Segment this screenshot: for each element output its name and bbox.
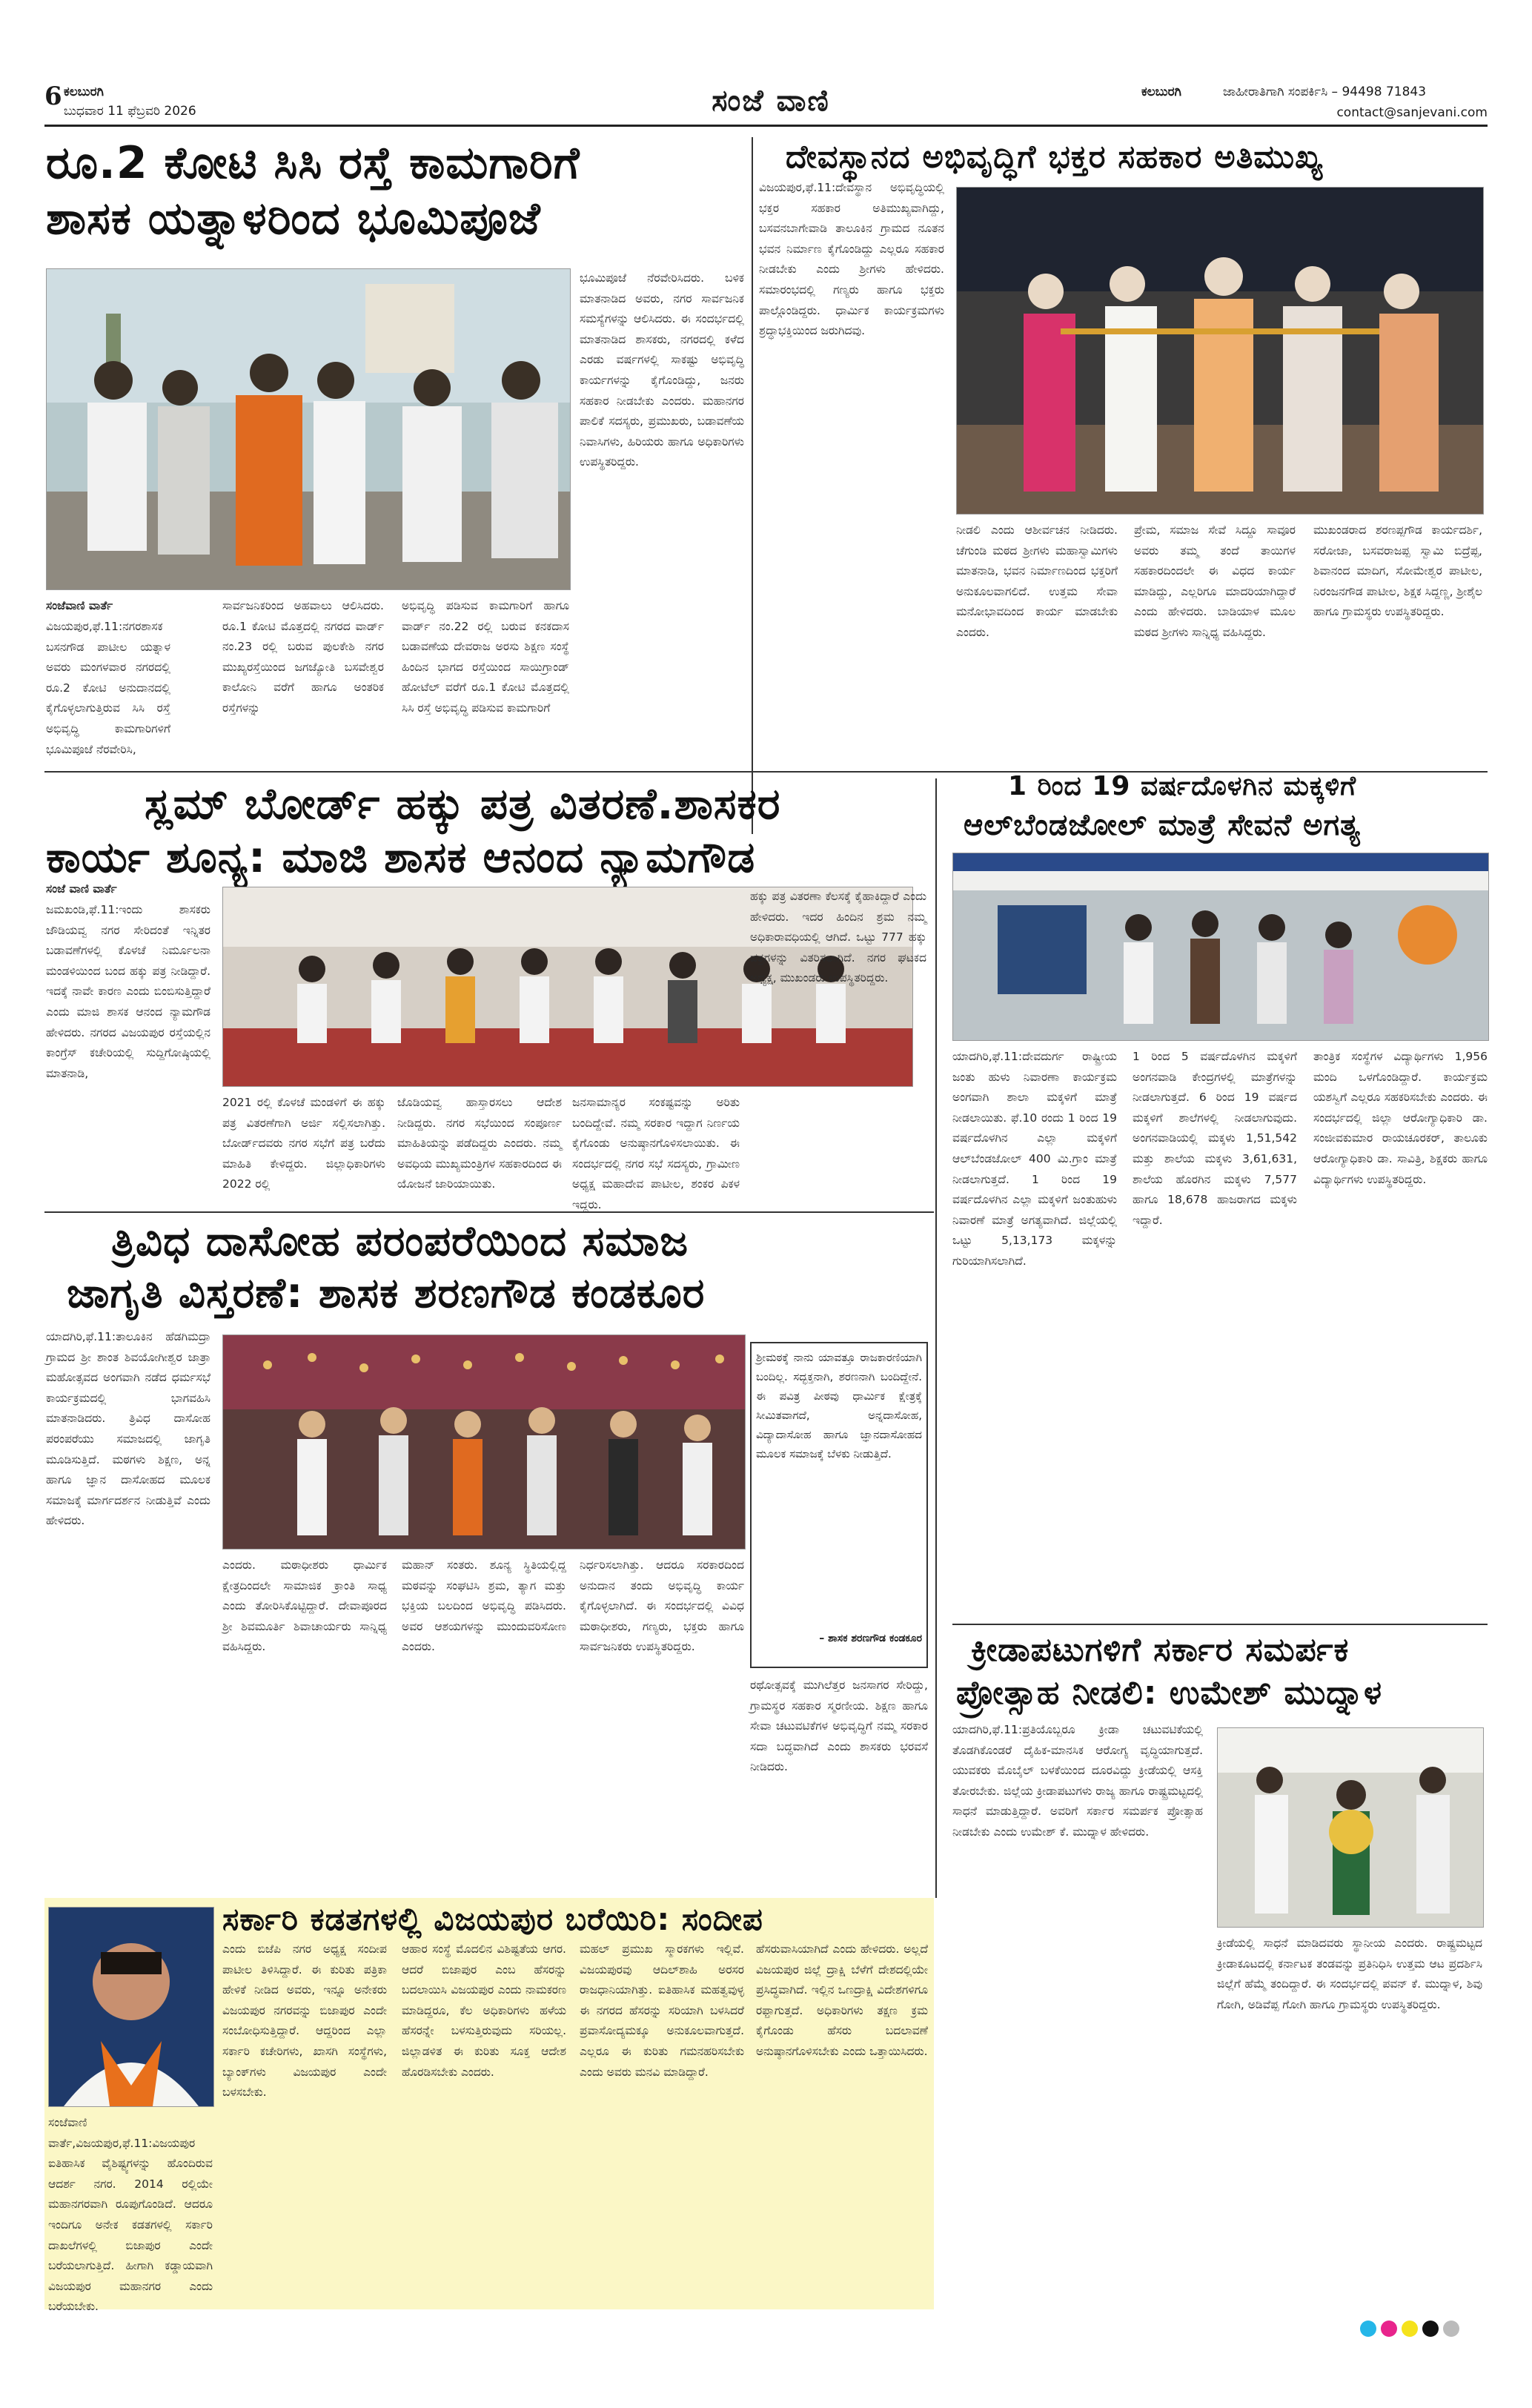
cyan-dot <box>1360 2321 1376 2337</box>
story7-column-5: ಹೆಸರುವಾಸಿಯಾಗಿದೆ ಎಂದು ಹೇಳಿದರು. ಅಲ್ಲದೆ ವಿಜಯಪುರ ಜಿಲ್ಲೆ ದ್ರಾಕ್ಷಿ ಬೆಳೆಗೆ ದೇಶದಲ್ಲಿಯೇ ಪ್ರಸಿದ್ಧವಾಗಿದೆ. ಇಲ್ಲಿನ ಒಣದ್ರಾಕ್ಷಿ ವಿದೇಶಗಳಿಗೂ ರಫ್ತಾಗುತ್ತದೆ. ಅಧಿಕಾರಿಗಳು ತಕ್ಷಣ ಕ್ರಮ ಕೈಗೊಂಡು ಹೆಸರು ಬದಲಾವಣೆ ಅನುಷ್ಠಾನಗೊಳಿಸಬೇಕು ಎಂದು ಒತ್ತಾಯಿಸಿದರು. <box>756 1942 928 2058</box>
story3-column-4: ಜನಸಾಮಾನ್ಯರ ಸಂಕಷ್ಟವನ್ನು ಅರಿತು ಬಂದಿದ್ದೇವೆ. ನಮ್ಮ ಸರಕಾರ ಇದ್ದಾಗ ನಿರ್ಣಯ ಕೈಗೊಂಡು ಅನುಷ್ಠಾನಗೊಳಿಸಲಾಯಿತು. ಈ ಸಂದರ್ಭದಲ್ಲಿ ನಗರ ಸಭೆ ಸದಸ್ಯರು, ಗ್ರಾಮೀಣ ಅಧ್ಯಕ್ಷ ಮಹಾದೇವ ಪಾಟೀಲ, ಶಂಕರ ಪಿಕಳ ಇದ್ದರು. <box>572 1096 740 1211</box>
story2-column-4: ಮುಖಂಡರಾದ ಶರಣಪ್ಪಗೌಡ ಕಾರ್ಯದರ್ಶಿ, ಸರೋಜಾ, ಬಸವರಾಜಪ್ಪ ಸ್ವಾಮಿ ಬಿದ್ರೆಪ್ಪ, ಶಿವಾನಂದ ಮಾದಿಗ, ಸೋಮೇಶ್ವರ ಪಾಟೀಲ, ನಿರಂಜನಗೌಡ ಪಾಟೀಲ, ಶಿಕ್ಷಕ ಸಿದ್ದಣ್ಣ, ಶ್ರೀಶೈಲ ಹಾಗೂ ಗ್ರಾಮಸ್ಥರು ಉಪಸ್ಥಿತರಿದ್ದರು. <box>1313 523 1482 619</box>
story3-dateline: ಸಂಜೆ ವಾಣಿ ವಾರ್ತೆ <box>46 882 117 896</box>
story5-column-3: ಮಹಾನ್ ಸಂತರು. ಶೂನ್ಯ ಸ್ಥಿತಿಯಲ್ಲಿದ್ದ ಮಠವನ್ನು ಸಂಘಟಿಸಿ ಶ್ರಮ, ತ್ಯಾಗ ಮತ್ತು ಭಕ್ತಿಯ ಬಲದಿಂದ ಅಭಿವೃದ್ಧಿ ಪಡಿಸಿದರು. ಅವರ ಆಶಯಗಳನ್ನು ಮುಂದುವರಿಸೋಣ ಎಂದರು. <box>402 1558 566 1654</box>
story2-headline: ದೇವಸ್ಥಾನದ ಅಭಿವೃದ್ಧಿಗೆ ಭಕ್ತರ ಸಹಕಾರ ಅತಿಮುಖ್ಯ <box>786 139 1324 176</box>
city-right: ಕಲಬುರಗಿ <box>1141 85 1181 99</box>
grey-dot <box>1443 2321 1459 2337</box>
story5-headline-line1: ತ್ರಿವಿಧ ದಾಸೋಹ ಪರಂಪರೆಯಿಂದ ಸಮಾಜ <box>111 1217 689 1266</box>
magenta-dot <box>1381 2321 1397 2337</box>
story6-photo <box>1217 1727 1484 1928</box>
story1-dateline: ಸಂಜೆವಾಣಿ ವಾರ್ತೆ <box>46 599 113 612</box>
story7-portrait <box>48 1907 214 2107</box>
story1-column-2: ಸಾರ್ವಜನಿಕರಿಂದ ಅಹವಾಲು ಆಲಿಸಿದರು. ರೂ.1 ಕೋಟಿ ಮೊತ್ತದಲ್ಲಿ ನಗರದ ವಾರ್ಡ್ ನಂ.23 ರಲ್ಲಿ ಬರುವ ಪುಲಕೇಶಿ ನಗರ ಮುಖ್ಯರಸ್ತೆಯಿಂದ ಜಗಜ್ಯೋತಿ ಬಸವೇಶ್ವರ ಕಾಲೋನಿ ವರೆಗೆ ಹಾಗೂ ಅಂತರಿಕ ರಸ್ತೆಗಳನ್ನು <box>222 599 384 715</box>
horizontal-divider-3 <box>952 1624 1488 1625</box>
story7-column-3: ಆಹಾರ ಸಂಸ್ಥೆ ಮೊದಲಿನ ವಿಶಿಷ್ಟತೆಯ ಆಗರ. ಆದರೆ ಬಿಜಾಪುರ ಎಂಬ ಹೆಸರನ್ನು ಬದಲಾಯಿಸಿ ವಿಜಯಪುರ ಎಂದು ನಾಮಕರಣ ಮಾಡಿದ್ದರೂ, ಕೆಲ ಅಧಿಕಾರಿಗಳು ಹಳೆಯ ಹೆಸರನ್ನೇ ಬಳಸುತ್ತಿರುವುದು ಸರಿಯಲ್ಲ. ಜಿಲ್ಲಾಡಳಿತ ಈ ಕುರಿತು ಸೂಕ್ತ ಆದೇಶ ಹೊರಡಿಸಬೇಕು ಎಂದರು. <box>402 1942 566 2079</box>
vertical-divider-mid <box>935 778 937 1898</box>
horizontal-divider-2 <box>44 1211 934 1213</box>
story5-quote-attribution: – ಶಾಸಕ ಶರಣಗೌಡ ಕಂಡಕೂರ <box>819 1633 922 1644</box>
header-rule <box>44 125 1488 127</box>
ad-contact: ಜಾಹೀರಾತಿಗಾಗಿ ಸಂಪರ್ಕಿಸಿ – 94498 71843 <box>1223 85 1427 99</box>
story6-column-2: ಕ್ರೀಡೆಯಲ್ಲಿ ಸಾಧನೆ ಮಾಡಿದವರು ಸ್ಥಾನೀಯ ಎಂದರು. ರಾಷ್ಟ್ರಮಟ್ಟದ ಕ್ರೀಡಾಕೂಟದಲ್ಲಿ ಕರ್ನಾಟಕ ತಂಡವನ್ನು ಪ್ರತಿನಿಧಿಸಿ ಉತ್ತಮ ಆಟ ಪ್ರದರ್ಶಿಸಿ ಜಿಲ್ಲೆಗೆ ಹೆಮ್ಮೆ ತಂದಿದ್ದಾರೆ. ಈ ಸಂದರ್ಭದಲ್ಲಿ ಪವನ್ ಕೆ. ಮುದ್ನಾಳ, ಶಿವು ಗೋಗಿ, ಅಡಿವೆಪ್ಪ ಗೋಗಿ ಹಾಗೂ ಗ್ರಾಮಸ್ಥರು ಉಪಸ್ಥಿತರಿದ್ದರು. <box>1217 1936 1482 2011</box>
story6-headline-line2: ಪ್ರೋತ್ಸಾಹ ನೀಡಲಿ: ಉಮೇಶ್ ಮುದ್ನಾಳ <box>956 1674 1383 1712</box>
story5-headline-line2: ಜಾಗೃತಿ ವಿಸ್ತರಣೆ: ಶಾಸಕ ಶರಣಗೌಡ ಕಂಡಕೂರ <box>67 1269 706 1317</box>
story7-column-1: ಸಂಜೆವಾಣಿ ವಾರ್ತೆ,ವಿಜಯಪುರ,ಫೆ.11:ವಿಜಯಪುರ ಐತಿಹಾಸಿಕ ವೈಶಿಷ್ಟ್ಯಗಳನ್ನು ಹೊಂದಿರುವ ಆದರ್ಶ ನಗರ. 2014 ರಲ್ಲಿಯೇ ಮಹಾನಗರವಾಗಿ ರೂಪುಗೊಂಡಿದೆ. ಆದರೂ ಇಂದಿಗೂ ಅನೇಕ ಕಡತಗಳಲ್ಲಿ ಸರ್ಕಾರಿ ದಾಖಲೆಗಳಲ್ಲಿ ಬಿಜಾಪುರ ಎಂದೇ ಬರೆಯಲಾಗುತ್ತಿದೆ. ಹೀಗಾಗಿ ಕಡ್ಡಾಯವಾಗಿ ವಿಜಯಪುರ ಮಹಾನಗರ ಎಂದು ಬರೆಯಬೇಕು. <box>48 2116 213 2314</box>
bhoomipooja-crowd-image <box>47 269 570 589</box>
story3-column-1: ಜಮಖಂಡಿ,ಫೆ.11:ಇಂದು ಶಾಸಕರು ಜೌಡಿಯವ್ವ ನಗರ ಸೇರಿದಂತೆ ಇನ್ನಿತರ ಬಡಾವಣೆಗಳಲ್ಲಿ ಕೊಳಚೆ ನಿರ್ಮೂಲನಾ ಮಂಡಳಿಯಿಂದ ಬಂದ ಹಕ್ಕು ಪತ್ರ ನೀಡಿದ್ದಾರೆ. ಇದಕ್ಕೆ ನಾವೇ ಕಾರಣ ಎಂದು ಬಿಂಬಿಸುತ್ತಿದ್ದಾರೆ ಎಂದು ಮಾಜಿ ಶಾಸಕ ಆನಂದ ನ್ಯಾಮಗೌಡ ಹೇಳಿದರು. ನಗರದ ವಿಜಯಪುರ ರಸ್ತೆಯಲ್ಲಿನ ಕಾಂಗ್ರೆಸ್ ಕಚೇರಿಯಲ್ಲಿ ಸುದ್ದಿಗೋಷ್ಠಿಯಲ್ಲಿ ಮಾತನಾಡಿ, <box>46 903 210 1080</box>
school-health-program-image <box>953 853 1488 1040</box>
story4-headline-line1: 1 ರಿಂದ 19 ವರ್ಷದೊಳಗಿನ ಮಕ್ಕಳಿಗೆ <box>1008 771 1357 801</box>
story3-headline-line2: ಕಾರ್ಯ ಶೂನ್ಯ: ಮಾಜಿ ಶಾಸಕ ಆನಂದ ನ್ಯಾಮಗೌಡ <box>46 832 756 882</box>
sports-felicitation-image <box>1218 1728 1483 1927</box>
story2-column-1: ವಿಜಯಪುರ,ಫೆ.11:ದೇವಸ್ಥಾನ ಅಭಿವೃದ್ಧಿಯಲ್ಲಿ ಭಕ್ತರ ಸಹಕಾರ ಅತಿಮುಖ್ಯವಾಗಿದ್ದು, ಬಸವನಬಾಗೇವಾಡಿ ತಾಲೂಕಿನ ಗ್ರಾಮದ ನೂತನ ಭವನ ನಿರ್ಮಾಣ ಕೈಗೊಂಡಿದ್ದು ಎಲ್ಲರೂ ಸಹಕಾರ ನೀಡಬೇಕು ಎಂದು ಶ್ರೀಗಳು ಹೇಳಿದರು. ಸಮಾರಂಭದಲ್ಲಿ ಗಣ್ಯರು ಹಾಗೂ ಭಕ್ತರು ಪಾಲ್ಗೊಂಡಿದ್ದರು. ಧಾರ್ಮಿಕ ಕಾರ್ಯಕ್ರಮಗಳು ಶ್ರದ್ಧಾಭಕ್ತಿಯಿಂದ ಜರುಗಿದವು. <box>759 181 944 338</box>
contact-email[interactable]: contact@sanjevani.com <box>1336 105 1488 120</box>
story7-column-2: ಎಂದು ಬಿಜೆಪಿ ನಗರ ಅಧ್ಯಕ್ಷ ಸಂದೀಪ ಪಾಟೀಲ ತಿಳಿಸಿದ್ದಾರೆ. ಈ ಕುರಿತು ಪತ್ರಿಕಾ ಹೇಳಿಕೆ ನೀಡಿದ ಅವರು, ಇನ್ನೂ ಅನೇಕರು ವಿಜಯಪುರ ನಗರವನ್ನು ಬಿಜಾಪುರ ಎಂದೇ ಸಂಬೋಧಿಸುತ್ತಿದ್ದಾರೆ. ಆದ್ದರಿಂದ ಎಲ್ಲಾ ಸರ್ಕಾರಿ ಕಚೇರಿಗಳು, ಖಾಸಗಿ ಸಂಸ್ಥೆಗಳು, ಬ್ಯಾಂಕ್‌ಗಳು ವಿಜಯಪುರ ಎಂದೇ ಬಳಸಬೇಕು. <box>222 1942 387 2100</box>
story2-column-3: ಪ್ರೇಮ, ಸಮಾಜ ಸೇವೆ ಸಿದ್ದೂ ಸಾವೂರ ಅವರು ತಮ್ಮ ತಂದೆ ತಾಯಿಗಳ ಸಹಕಾರದಿಂದಲೇ ಈ ವಿಧದ ಕಾರ್ಯ ಮಾಡಿದ್ದು, ಎಲ್ಲರಿಗೂ ಮಾದರಿಯಾಗಿದ್ದಾರೆ ಎಂದು ಹೇಳಿದರು. ಬಾಡಿಯಾಳ ಮೂಲ ಮಠದ ಶ್ರೀಗಳು ಸಾನ್ನಿಧ್ಯ ವಹಿಸಿದ್ದರು. <box>1134 523 1296 639</box>
masthead-title: ಸಂಜೆ ವಾಣಿ <box>712 83 830 118</box>
story5-column-4: ನಿರ್ಧರಿಸಲಾಗಿತ್ತು. ಆದರೂ ಸರಕಾರದಿಂದ ಅನುದಾನ ತಂದು ಅಭಿವೃದ್ಧಿ ಕಾರ್ಯ ಕೈಗೊಳ್ಳಲಾಗಿದೆ. ಈ ಸಂದರ್ಭದಲ್ಲಿ ವಿವಿಧ ಮಠಾಧೀಶರು, ಗಣ್ಯರು, ಭಕ್ತರು ಹಾಗೂ ಸಾರ್ವಜನಿಕರು ಉಪಸ್ಥಿತರಿದ್ದರು. <box>580 1558 744 1654</box>
story7-headline: ಸರ್ಕಾರಿ ಕಡತಗಳಲ್ಲಿ ವಿಜಯಪುರ ಬರೆಯಿರಿ: ಸಂದೀಪ <box>222 1901 763 1937</box>
masthead-logo <box>674 83 867 120</box>
portrait-image <box>49 1908 213 2106</box>
story1-photo <box>46 268 571 590</box>
story3-column-2: 2021 ರಲ್ಲಿ ಕೊಳಚೆ ಮಂಡಳಿಗೆ ಈ ಹಕ್ಕು ಪತ್ರ ವಿತರಣೆಗಾಗಿ ಅರ್ಜಿ ಸಲ್ಲಿಸಲಾಗಿತ್ತು. ಬೋರ್ಡ್‌ದವರು ನಗರ ಸಭೆಗೆ ಪತ್ರ ಬರೆದು ಮಾಹಿತಿ ಕೇಳಿದ್ದರು. ಜಿಲ್ಲಾಧಿಕಾರಿಗಳು 2022 ರಲ್ಲಿ <box>222 1096 385 1191</box>
yellow-dot <box>1402 2321 1418 2337</box>
story4-column-2: 1 ರಿಂದ 5 ವರ್ಷದೊಳಗಿನ ಮಕ್ಕಳಿಗೆ ಅಂಗನವಾಡಿ ಕೇಂದ್ರಗಳಲ್ಲಿ ಮಾತ್ರೆಗಳನ್ನು ನೀಡಲಾಗುತ್ತದೆ. 6 ರಿಂದ 19 ವರ್ಷದ ಮಕ್ಕಳಿಗೆ ಶಾಲೆಗಳಲ್ಲಿ ನೀಡಲಾಗುವುದು. ಅಂಗನವಾಡಿಯಲ್ಲಿ ಮಕ್ಕಳು 1,51,542 ಮತ್ತು ಶಾಲೆಯ ಮಕ್ಕಳು 3,61,631, ಶಾಲೆಯ ಹೊರಗಿನ ಮಕ್ಕಳು 7,577 ಹಾಗೂ 18,678 ಹಾಜರಾಗದ ಮಕ್ಕಳು ಇದ್ದಾರೆ. <box>1133 1050 1297 1227</box>
story5-quote-box <box>750 1342 928 1668</box>
story1-headline-line2: ಶಾಸಕ ಯತ್ನಾಳರಿಂದ ಭೂಮಿಪೂಜೆ <box>46 193 541 245</box>
story1-headline-line1: ರೂ.2 ಕೋಟಿ ಸಿಸಿ ರಸ್ತೆ ಕಾಮಗಾರಿಗೆ <box>46 137 580 189</box>
story6-headline-line1: ಕ್ರೀಡಾಪಟುಗಳಿಗೆ ಸರ್ಕಾರ ಸಮರ್ಪಕ <box>971 1631 1350 1669</box>
story3-column-5: ಹಕ್ಕು ಪತ್ರ ವಿತರಣಾ ಕೆಲಸಕ್ಕೆ ಕೈಹಾಕಿದ್ದಾರೆ ಎಂದು ಹೇಳಿದರು. ಇದರ ಹಿಂದಿನ ಶ್ರಮ ನಮ್ಮ ಅಧಿಕಾರಾವಧಿಯಲ್ಲಿ ಆಗಿದೆ. ಒಟ್ಟು 777 ಹಕ್ಕು ಪತ್ರಗಳನ್ನು ವಿತರಿಸಲಾಗಿದೆ. ನಗರ ಘಟಕದ ಅಧ್ಯಕ್ಷ, ಮುಖಂಡರು ಉಪಸ್ಥಿತರಿದ್ದರು. <box>750 890 926 985</box>
story5-photo <box>222 1334 746 1549</box>
story4-photo <box>952 853 1489 1041</box>
story4-column-1: ಯಾದಗಿರಿ,ಫೆ.11:ದೇವದುರ್ಗ ರಾಷ್ಟ್ರೀಯ ಜಂತು ಹುಳು ನಿವಾರಣಾ ಕಾರ್ಯಕ್ರಮ ಅಂಗವಾಗಿ ಶಾಲಾ ಮಕ್ಕಳಿಗೆ ಮಾತ್ರೆ ನೀಡಲಾಯಿತು. ಫೆ.10 ರಂದು 1 ರಿಂದ 19 ವರ್ಷದೊಳಗಿನ ಎಲ್ಲಾ ಮಕ್ಕಳಿಗೆ ಆಲ್‌ಬೆಂಡಜೋಲ್ 400 ಮಿ.ಗ್ರಾಂ ಮಾತ್ರೆ ನೀಡಲಾಗುತ್ತದೆ. 1 ರಿಂದ 19 ವರ್ಷದೊಳಗಿನ ಎಲ್ಲಾ ಮಕ್ಕಳಿಗೆ ಜಂತುಹುಳು ನಿವಾರಣೆ ಮಾತ್ರೆ ಅಗತ್ಯವಾಗಿದೆ. ಜಿಲ್ಲೆಯಲ್ಲಿ ಒಟ್ಟು 5,13,173 ಮಕ್ಕಳನ್ನು ಗುರಿಯಾಗಿಸಲಾಗಿದೆ. <box>952 1050 1117 1268</box>
story4-headline-line2: ಆಲ್‌ಬೆಂಡಜೋಲ್ ಮಾತ್ರೆ ಸೇವನೆ ಅಗತ್ಯ <box>964 808 1361 842</box>
story2-column-2: ನೀಡಲಿ ಎಂದು ಆಶೀರ್ವಚನ ನೀಡಿದರು. ಚೆಗುಂಡಿ ಮಠದ ಶ್ರೀಗಳು ಮಹಾಸ್ವಾಮಿಗಳು ಮಾತನಾಡಿ, ಭವನ ನಿರ್ಮಾಣದಿಂದ ಭಕ್ತರಿಗೆ ಅನುಕೂಲವಾಗಲಿದೆ. ಉತ್ತಮ ಸೇವಾ ಮನೋಭಾವದಿಂದ ಕಾರ್ಯ ಮಾಡಬೇಕು ಎಂದರು. <box>956 523 1118 639</box>
print-color-marks <box>1360 2321 1464 2340</box>
issue-date: ಬುಧವಾರ 11 ಫೆಬ್ರವರಿ 2026 <box>64 104 196 119</box>
story3-column-3: ಜೊಡಿಯವ್ವ ಹಾಸ್ತಾರಸಲು ಆದೇಶ ನೀಡಿದ್ದರು. ನಗರ ಸಭೆಯಿಂದ ಸಂಪೂರ್ಣ ಮಾಹಿತಿಯನ್ನು ಪಡೆದಿದ್ದರು ಎಂದರು. ನಮ್ಮ ಅವಧಿಯ ಮುಖ್ಯಮಂತ್ರಿಗಳ ಸಹಕಾರದಿಂದ ಈ ಯೋಜನೆ ಜಾರಿಯಾಯಿತು. <box>397 1096 562 1191</box>
story1-column-1: ವಿಜಯಪುರ,ಫೆ.11:ನಗರಶಾಸಕ ಬಸನಗೌಡ ಪಾಟೀಲ ಯತ್ನಾಳ ಅವರು ಮಂಗಳವಾರ ನಗರದಲ್ಲಿ ರೂ.2 ಕೋಟಿ ಅನುದಾನದಲ್ಲಿ ಕೈಗೊಳ್ಳಲಾಗುತ್ತಿರುವ ಸಿಸಿ ರಸ್ತೆ ಅಭಿವೃದ್ಧಿ ಕಾಮಗಾರಿಗಳಿಗೆ ಭೂಮಿಪೂಜೆ ನೆರವೇರಿಸಿ, <box>46 620 170 756</box>
story2-photo <box>956 187 1484 515</box>
religious-gathering-image <box>223 1335 745 1549</box>
black-dot <box>1422 2321 1439 2337</box>
story6-column-1: ಯಾದಗಿರಿ,ಫೆ.11:ಪ್ರತಿಯೊಬ್ಬರೂ ಕ್ರೀಡಾ ಚಟುವಟಿಕೆಯಲ್ಲಿ ತೊಡಗಿಕೊಂಡರೆ ದೈಹಿಕ-ಮಾನಸಿಕ ಆರೋಗ್ಯ ವೃದ್ಧಿಯಾಗುತ್ತದೆ. ಯುವಕರು ಮೊಬೈಲ್ ಬಳಕೆಯಿಂದ ದೂರವಿದ್ದು ಕ್ರೀಡೆಯಲ್ಲಿ ಆಸಕ್ತಿ ತೋರಬೇಕು. ಜಿಲ್ಲೆಯ ಕ್ರೀಡಾಪಟುಗಳು ರಾಜ್ಯ ಹಾಗೂ ರಾಷ್ಟ್ರಮಟ್ಟದಲ್ಲಿ ಸಾಧನೆ ಮಾಡುತ್ತಿದ್ದಾರೆ. ಅವರಿಗೆ ಸರ್ಕಾರ ಸಮರ್ಪಕ ಪ್ರೋತ್ಸಾಹ ನೀಡಬೇಕು ಎಂದು ಉಮೇಶ್ ಕೆ. ಮುದ್ನಾಳ ಹೇಳಿದರು. <box>952 1723 1203 1839</box>
story5-column-2: ಎಂದರು. ಮಠಾಧೀಶರು ಧಾರ್ಮಿಕ ಕ್ಷೇತ್ರದಿಂದಲೇ ಸಾಮಾಜಿಕ ಕ್ರಾಂತಿ ಸಾಧ್ಯ ಎಂದು ತೋರಿಸಿಕೊಟ್ಟಿದ್ದಾರೆ. ದೇವಾಪೂರದ ಶ್ರೀ ಶಿವಮೂರ್ತಿ ಶಿವಾಚಾರ್ಯರು ಸಾನ್ನಿಧ್ಯ ವಹಿಸಿದ್ದರು. <box>222 1558 387 1654</box>
temple-ceremony-image <box>957 188 1483 514</box>
story1-column-4: ಭೂಮಿಪೂಜೆ ನೆರವೇರಿಸಿದರು. ಬಳಿಕ ಮಾತನಾಡಿದ ಅವರು, ನಗರ ಸಾರ್ವಜನಿಕ ಸಮಸ್ಯೆಗಳನ್ನು ಆಲಿಸಿದರು. ಈ ಸಂದರ್ಭದಲ್ಲಿ ಮಾತನಾಡಿದ ಶಾಸಕರು, ನಗರದಲ್ಲಿ ಕಳೆದ ಎರಡು ವರ್ಷಗಳಲ್ಲಿ ಸಾಕಷ್ಟು ಅಭಿವೃದ್ಧಿ ಕಾರ್ಯಗಳನ್ನು ಕೈಗೊಂಡಿದ್ದು, ಜನರು ಸಹಕಾರ ನೀಡಬೇಕು ಎಂದರು. ಮಹಾನಗರ ಪಾಲಿಕೆ ಸದಸ್ಯರು, ಪ್ರಮುಖರು, ಬಡಾವಣೆಯ ನಿವಾಸಿಗಳು, ಹಿರಿಯರು ಹಾಗೂ ಅಧಿಕಾರಿಗಳು ಉಪಸ್ಥಿತರಿದ್ದರು. <box>580 271 744 469</box>
story5-quote: ಶ್ರೀಮಠಕ್ಕೆ ನಾನು ಯಾವತ್ತೂ ರಾಜಕಾರಣಿಯಾಗಿ ಬಂದಿಲ್ಲ. ಸದ್ಭಕ್ತನಾಗಿ, ಶರಣನಾಗಿ ಬಂದಿದ್ದೇನೆ. ಈ ಪವಿತ್ರ ಪೀಠವು ಧಾರ್ಮಿಕ ಕ್ಷೇತ್ರಕ್ಕೆ ಸೀಮಿತವಾಗದೆ, ಅನ್ನದಾಸೋಹ, ವಿದ್ಯಾದಾಸೋಹ ಹಾಗೂ ಜ್ಞಾನದಾಸೋಹದ ಮೂಲಕ ಸಮಾಜಕ್ಕೆ ಬೆಳಕು ನೀಡುತ್ತಿದೆ. <box>756 1351 922 1461</box>
story1-column-3: ಅಭಿವೃದ್ಧಿ ಪಡಿಸುವ ಕಾಮಗಾರಿಗೆ ಹಾಗೂ ವಾರ್ಡ್ ನಂ.22 ರಲ್ಲಿ ಬರುವ ಕನಕದಾಸ ಬಡಾವಣೆಯ ದೇವರಾಜ ಅರಸು ಶಿಕ್ಷಣ ಸಂಸ್ಥೆ ಹಿಂದಿನ ಭಾಗದ ರಸ್ತೆಯಿಂದ ಸಾಯಿಗ್ರಾಂಡ್ ಹೋಟೆಲ್ ವರೆಗೆ ರೂ.1 ಕೋಟಿ ಮೊತ್ತದಲ್ಲಿ ಸಿಸಿ ರಸ್ತೆ ಅಭಿವೃದ್ಧಿ ಪಡಿಸುವ ಕಾಮಗಾರಿಗೆ <box>402 599 569 715</box>
city-left: ಕಲಬುರಗಿ <box>64 85 104 99</box>
vertical-divider-top <box>752 137 753 834</box>
story5-column-5: ರಥೋತ್ಸವಕ್ಕೆ ಮುಗಿಲೆತ್ತರ ಜನಸಾಗರ ಸೇರಿದ್ದು, ಗ್ರಾಮಸ್ಥರ ಸಹಕಾರ ಸ್ಮರಣೀಯ. ಶಿಕ್ಷಣ ಹಾಗೂ ಸೇವಾ ಚಟುವಟಿಕೆಗಳ ಅಭಿವೃದ್ಧಿಗೆ ನಮ್ಮ ಸರಕಾರ ಸದಾ ಬದ್ಧವಾಗಿದೆ ಎಂದು ಶಾಸಕರು ಭರವಸೆ ನೀಡಿದರು. <box>750 1678 928 1774</box>
story5-column-1: ಯಾದಗಿರಿ,ಫೆ.11:ತಾಲೂಕಿನ ಹೆಡಗಿಮದ್ರಾ ಗ್ರಾಮದ ಶ್ರೀ ಶಾಂತ ಶಿವಯೋಗೀಶ್ವರ ಜಾತ್ರಾ ಮಹೋತ್ಸವದ ಅಂಗವಾಗಿ ನಡೆದ ಧರ್ಮಸಭೆ ಕಾರ್ಯಕ್ರಮದಲ್ಲಿ ಭಾಗವಹಿಸಿ ಮಾತನಾಡಿದರು. ತ್ರಿವಿಧ ದಾಸೋಹ ಪರಂಪರೆಯು ಸಮಾಜದಲ್ಲಿ ಜಾಗೃತಿ ಮೂಡಿಸುತ್ತಿದೆ. ಮಠಗಳು ಶಿಕ್ಷಣ, ಅನ್ನ ಹಾಗೂ ಜ್ಞಾನ ದಾಸೋಹದ ಮೂಲಕ ಸಮಾಜಕ್ಕೆ ಮಾರ್ಗದರ್ಶನ ನೀಡುತ್ತಿವೆ ಎಂದು ಹೇಳಿದರು. <box>46 1330 210 1528</box>
story7-column-4: ಮಹಲ್ ಪ್ರಮುಖ ಸ್ಮಾರಕಗಳು ಇಲ್ಲಿವೆ. ವಿಜಯಪುರವು ಆದಿಲ್‌ಶಾಹಿ ಅರಸರ ರಾಜಧಾನಿಯಾಗಿತ್ತು. ಐತಿಹಾಸಿಕ ಮಹತ್ವವುಳ್ಳ ಈ ನಗರದ ಹೆಸರನ್ನು ಸರಿಯಾಗಿ ಬಳಸಿದರೆ ಪ್ರವಾಸೋದ್ಯಮಕ್ಕೂ ಅನುಕೂಲವಾಗುತ್ತದೆ. ಎಲ್ಲರೂ ಈ ಕುರಿತು ಗಮನಹರಿಸಬೇಕು ಎಂದು ಅವರು ಮನವಿ ಮಾಡಿದ್ದಾರೆ. <box>580 1942 744 2079</box>
story4-column-3: ತಾಂತ್ರಿಕ ಸಂಸ್ಥೆಗಳ ವಿದ್ಯಾರ್ಥಿಗಳು 1,956 ಮಂದಿ ಒಳಗೊಂಡಿದ್ದಾರೆ. ಕಾರ್ಯಕ್ರಮ ಯಶಸ್ವಿಗೆ ಎಲ್ಲರೂ ಸಹಕರಿಸಬೇಕು ಎಂದರು. ಈ ಸಂದರ್ಭದಲ್ಲಿ ಜಿಲ್ಲಾ ಆರೋಗ್ಯಾಧಿಕಾರಿ ಡಾ. ಸಂಜೀವಕುಮಾರ ರಾಯಚೂರಕರ್, ತಾಲೂಕು ಆರೋಗ್ಯಾಧಿಕಾರಿ ಡಾ. ಸಾವಿತ್ರಿ, ಶಿಕ್ಷಕರು ಹಾಗೂ ವಿದ್ಯಾರ್ಥಿಗಳು ಉಪಸ್ಥಿತರಿದ್ದರು. <box>1313 1050 1488 1186</box>
page-number: 6 <box>44 82 62 111</box>
story3-headline-line1: ಸ್ಲಮ್ ಬೋರ್ಡ್ ಹಕ್ಕು ಪತ್ರ ವಿತರಣೆ.ಶಾಸಕರ <box>145 778 781 829</box>
